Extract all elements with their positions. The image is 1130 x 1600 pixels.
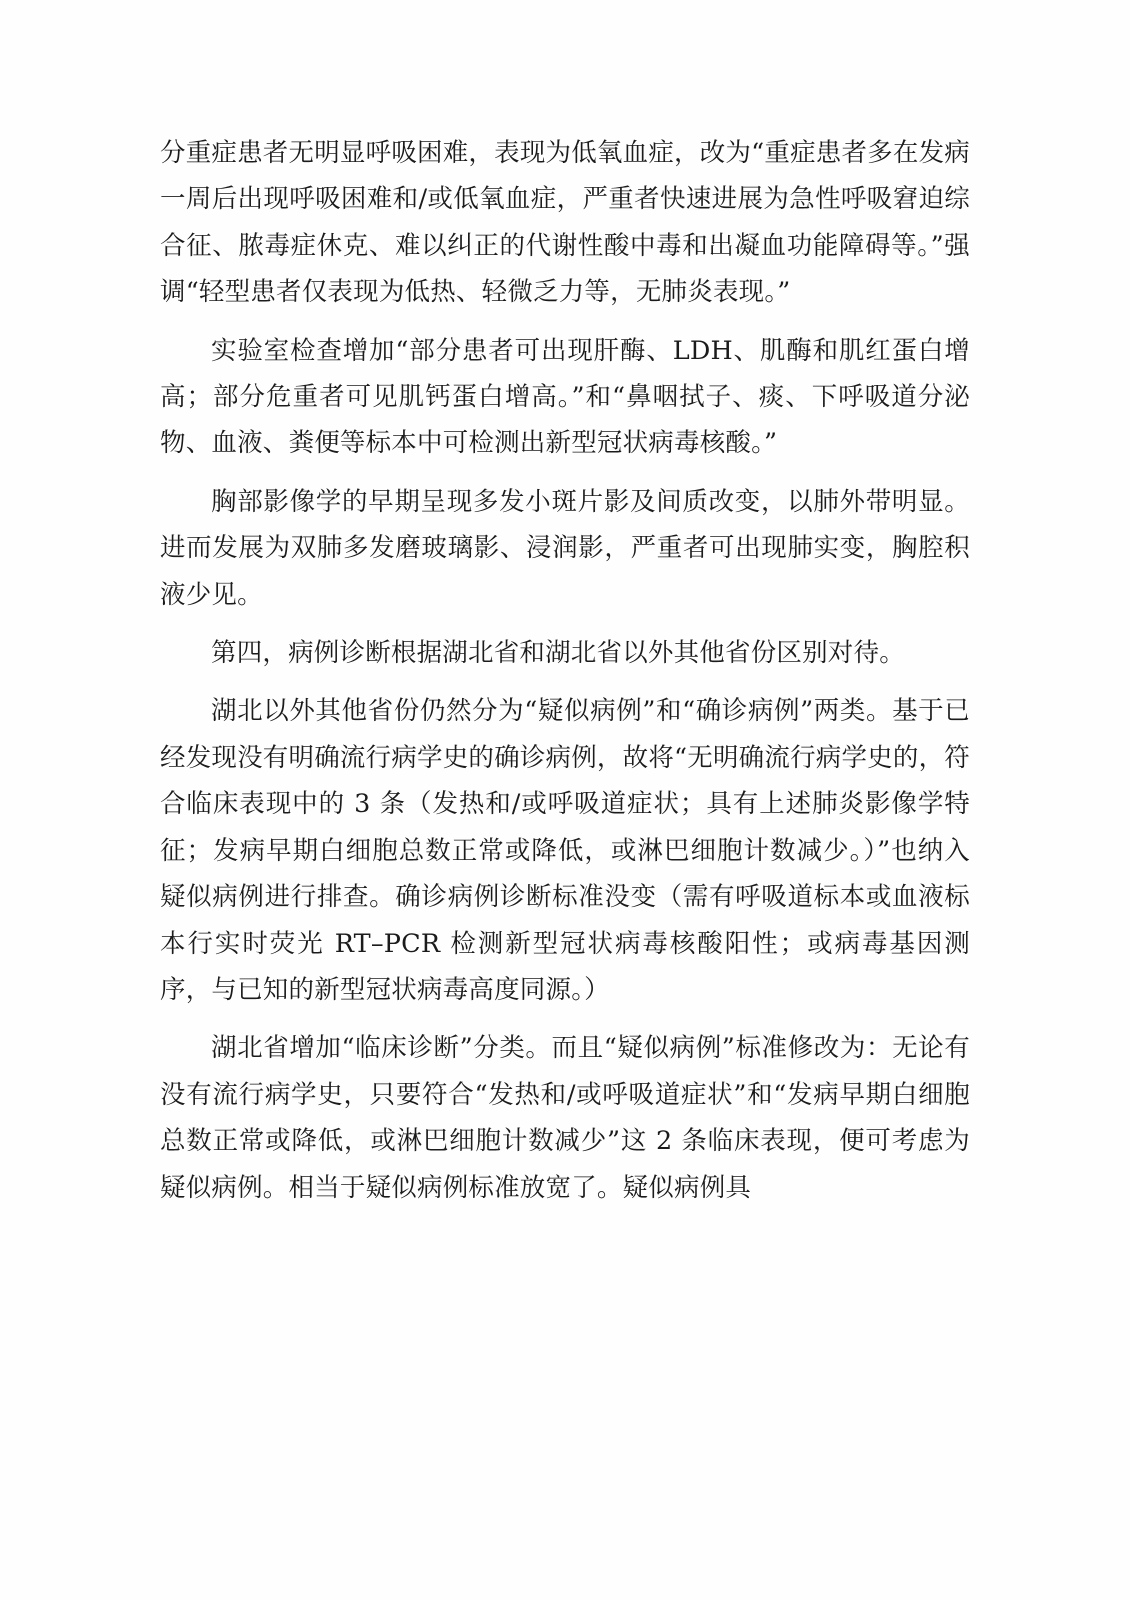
document-body bbox=[160, 130, 970, 1211]
paragraph-4: 第四，病例诊断根据湖北省和湖北省以外其他省份区别对待。 bbox=[211, 638, 905, 669]
paragraph-6: 湖北省增加“临床诊断”分类。而且“疑似病例”标准修改为：无论有没有流行病学史，只要符合“发热和/或呼吸道症状”和“发病早期白细胞总数正常或降低，或淋巴细胞计数减少”这 2 条临床表现，便可考虑为疑似病例。相当于疑似病例标准放宽了。疑似病例具 bbox=[160, 1033, 970, 1203]
paragraph-1: 分重症患者无明显呼吸困难，表现为低氧血症，改为“重症患者多在发病一周后出现呼吸困难和/或低氧血症，严重者快速进展为急性呼吸窘迫综合征、脓毒症休克、难以纠正的代谢性酸中毒和出凝血功能障碍等。”强调“轻型患者仅表现为低热、轻微乏力等，无肺炎表现。” bbox=[160, 138, 970, 308]
paragraph-2: 实验室检查增加“部分患者可出现肝酶、LDH、肌酶和肌红蛋白增高；部分危重者可见肌钙蛋白增高。”和“鼻咽拭子、痰、下呼吸道分泌物、血液、粪便等标本中可检测出新型冠状病毒核酸。” bbox=[160, 335, 970, 459]
paragraph-3: 胸部影像学的早期呈现多发小斑片影及间质改变，以肺外带明显。进而发展为双肺多发磨玻璃影、浸润影，严重者可出现肺实变，胸腔积液少见。 bbox=[160, 486, 970, 610]
paragraph-5: 湖北以外其他省份仍然分为“疑似病例”和“确诊病例”两类。基于已经发现没有明确流行病学史的确诊病例，故将“无明确流行病学史的，符合临床表现中的 3 条（发热和/或呼吸道症状；具有上述肺炎影像学特征；发病早期白细胞总数正常或降低，或淋巴细胞计数减少。）”也纳入疑似病例进行排查。确诊病例诊断标准没变（需有呼吸道标本或血液标本行实时荧光 RT–PCR 检测新型冠状病毒核酸阳性；或病毒基因测序，与已知的新型冠状病毒高度同源。） bbox=[160, 696, 970, 1005]
